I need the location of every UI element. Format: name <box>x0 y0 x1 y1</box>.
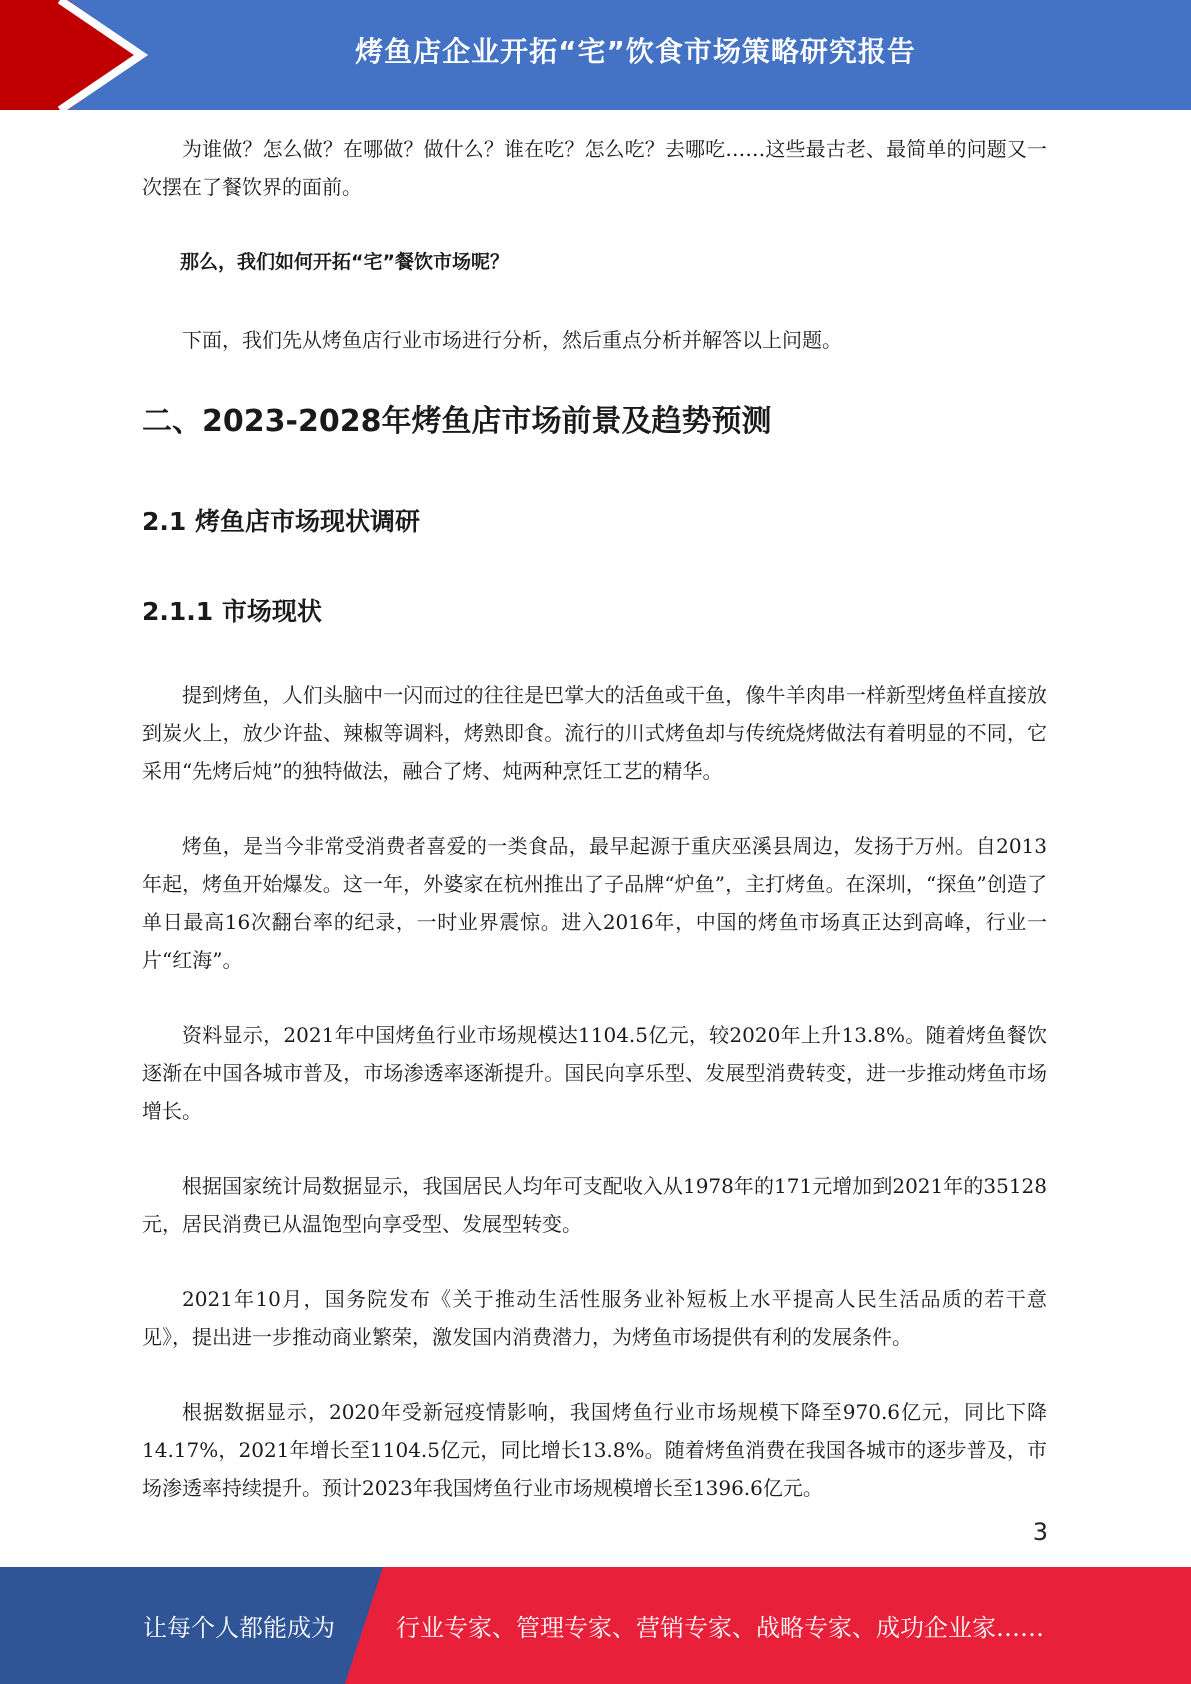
lead-paragraph: 下面，我们先从烤鱼店行业市场进行分析，然后重点分析并解答以上问题。 <box>182 328 842 352</box>
intro-paragraph: 为谁做？怎么做？在哪做？做什么？谁在吃？怎么吃？去哪吃……这些最古老、最简单的问题又一次摆在了餐饮界的面前。 <box>142 137 1047 199</box>
report-title: 烤鱼店企业开拓“宅”饮食市场策略研究报告 <box>355 35 916 68</box>
body-paragraph: 2021年10月，国务院发布《关于推动生活性服务业补短板上水平提高人民生活品质的若干意见》，提出进一步推动商业繁荣，激发国内消费潜力，为烤鱼市场提供有利的发展条件。 <box>142 1287 1047 1349</box>
page-body <box>142 130 1047 1544</box>
footer-slogan-right: 行业专家、管理专家、营销专家、战略专家、成功企业家…… <box>396 1614 1044 1642</box>
header-arrow-decoration <box>0 0 160 110</box>
body-paragraph: 提到烤鱼，人们头脑中一闪而过的往往是巴掌大的活鱼或干鱼，像牛羊肉串一样新型烤鱼样直接放到炭火上，放少许盐、辣椒等调料，烤熟即食。流行的川式烤鱼却与传统烧烤做法有着明显的不同，它采用“先烤后炖”的独特做法，融合了烤、炖两种烹饪工艺的精华。 <box>142 683 1047 783</box>
page-number: 3 <box>1032 1518 1048 1546</box>
body-paragraph: 烤鱼，是当今非常受消费者喜爱的一类食品，最早起源于重庆巫溪县周边，发扬于万州。自2013年起，烤鱼开始爆发。这一年，外婆家在杭州推出了子品牌“炉鱼”，主打烤鱼。在深圳，“探鱼”创造了单日最高16次翻台率的纪录，一时业界震惊。进入2016年，中国的烤鱼市场真正达到高峰，行业一片“红海”。 <box>142 834 1047 972</box>
page-footer <box>0 1567 1191 1684</box>
page-header <box>0 0 1191 110</box>
subsection-heading: 2.1 烤鱼店市场现状调研 <box>142 507 420 536</box>
footer-slogan-left: 让每个人都能成为 <box>143 1614 335 1642</box>
body-paragraph: 根据数据显示，2020年受新冠疫情影响，我国烤鱼行业市场规模下降至970.6亿元，同比下降14.17%，2021年增长至1104.5亿元，同比增长13.8%。随着烤鱼消费在我国各城市的逐步普及，市场渗透率持续提升。预计2023年我国烤鱼行业市场规模增长至1396.6亿元。 <box>142 1400 1047 1500</box>
body-paragraph: 根据国家统计局数据显示，我国居民人均年可支配收入从1978年的171元增加到2021年的35128元，居民消费已从温饱型向享受型、发展型转变。 <box>142 1174 1047 1236</box>
body-paragraph: 资料显示，2021年中国烤鱼行业市场规模达1104.5亿元，较2020年上升13.8%。随着烤鱼餐饮逐渐在中国各城市普及，市场渗透率逐渐提升。国民向享乐型、发展型消费转变，进一步推动烤鱼市场增长。 <box>142 1023 1047 1123</box>
subsubsection-heading: 2.1.1 市场现状 <box>142 597 322 626</box>
question-paragraph: 那么，我们如何开拓“宅”餐饮市场呢？ <box>180 251 509 273</box>
section-heading: 二、2023-2028年烤鱼店市场前景及趋势预测 <box>142 404 772 439</box>
